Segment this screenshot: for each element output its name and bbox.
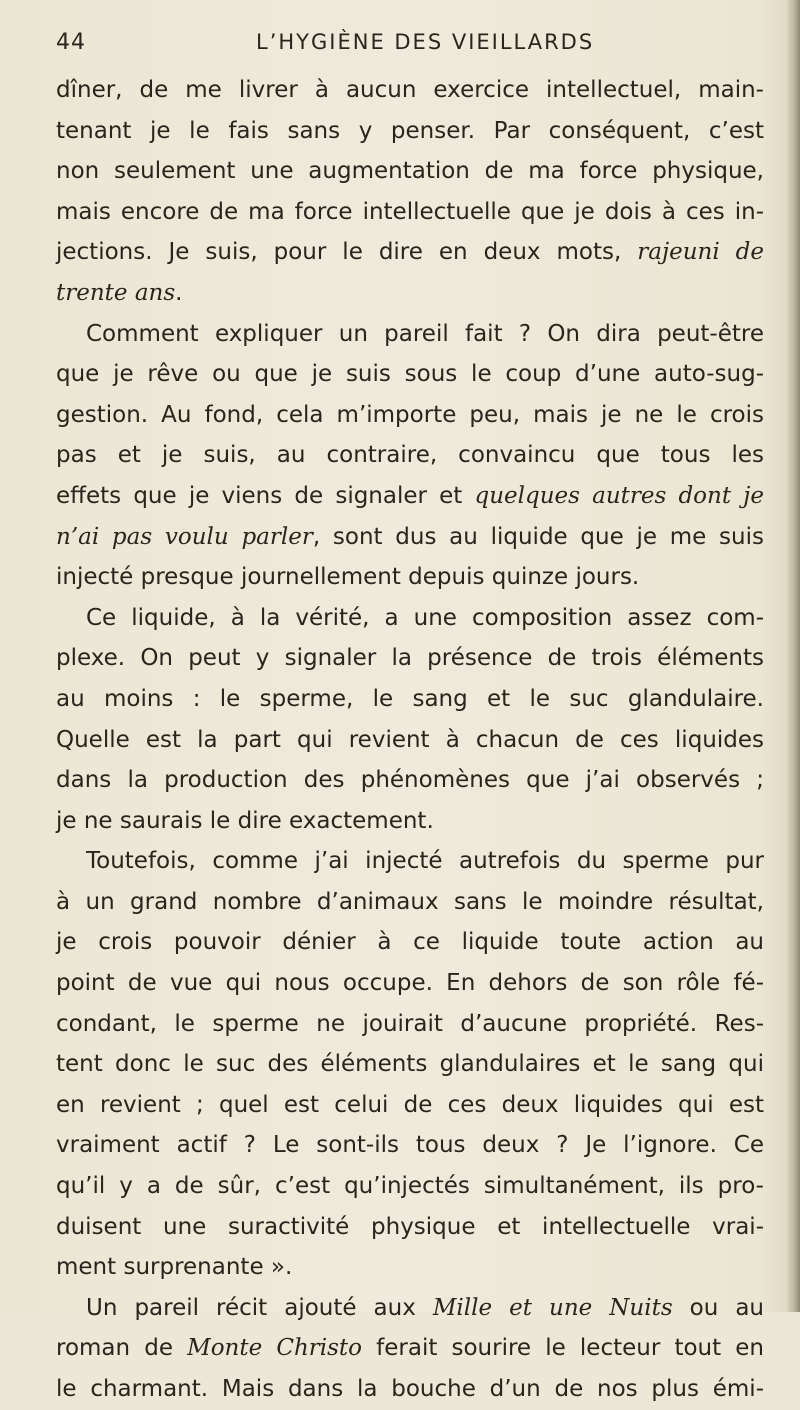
- line-text: plexe. On peut y signaler la présence de trois éléments: [56, 645, 764, 672]
- text-line: [56, 1328, 764, 1369]
- text-line: [56, 192, 764, 233]
- line-italic-text: n’ai pas voulu parler: [56, 523, 313, 550]
- line-text: au moins : le sperme, le sang et le suc glandulaire.: [56, 685, 764, 712]
- line-text: roman de: [56, 1335, 188, 1362]
- line-text: mais encore de ma force intellectuelle que je dois à ces in-: [56, 198, 764, 225]
- line-text: Quelle est la part qui revient à chacun de ces liquides: [56, 726, 764, 753]
- line-italic-text: trente ans: [56, 279, 176, 306]
- text-line: [56, 476, 764, 517]
- line-text: en revient ; quel est celui de ces deux liquides qui est: [56, 1091, 764, 1118]
- text-line: [56, 314, 764, 355]
- line-text: dîner, de me livrer à aucun exercice intellectuel, main-: [56, 77, 764, 103]
- text-line: [56, 435, 764, 476]
- line-text: Toutefois, comme j’ai injecté autrefois du sperme pur: [86, 848, 764, 875]
- line-text: vraiment actif ? Le sont-ils tous deux ? Je l’ignore. Ce: [56, 1132, 764, 1159]
- line-text: Ce liquide, à la vérité, a une composition assez com-: [86, 604, 764, 631]
- text-line: [56, 111, 764, 152]
- text-line: [56, 638, 764, 679]
- text-line: [56, 922, 764, 963]
- line-text: qu’il y a de sûr, c’est qu’injectés simultanément, ils pro-: [56, 1173, 764, 1200]
- line-text: à un grand nombre d’animaux sans le moindre résultat,: [56, 888, 764, 915]
- text-line: [56, 1247, 764, 1288]
- text-line: [56, 760, 764, 801]
- text-line: [56, 1207, 764, 1248]
- text-line: [56, 720, 764, 761]
- line-text: ment surprenante ».: [56, 1254, 293, 1281]
- text-line: [56, 882, 764, 923]
- text-line: [56, 70, 764, 111]
- line-text-after: .: [175, 279, 183, 306]
- line-text: duisent une suractivité physique et intellectuelle vrai-: [56, 1213, 764, 1240]
- line-text: gestion. Au fond, cela m’importe peu, mais je ne le crois: [56, 401, 764, 428]
- line-text: tenant je le fais sans y penser. Par conséquent, c’est: [56, 117, 764, 144]
- line-text: dans la production des phénomènes que j’ai observés ;: [56, 767, 764, 794]
- line-text: pas et je suis, au contraire, convaincu que tous les: [56, 442, 764, 469]
- text-line: [56, 517, 764, 558]
- text-line: [56, 598, 764, 639]
- running-title: L’HYGIÈNE DES VIEILLARDS: [256, 30, 595, 54]
- text-line: [56, 232, 764, 273]
- line-text: non seulement une augmentation de ma force physique,: [56, 158, 764, 185]
- line-text: injecté presque journellement depuis quinze jours.: [56, 564, 640, 591]
- line-text: le charmant. Mais dans la bouche d’un de nos plus émi-: [56, 1376, 764, 1402]
- text-line: [56, 801, 764, 842]
- text-line: [56, 679, 764, 720]
- text-line: [56, 1085, 764, 1126]
- text-line: [56, 273, 764, 314]
- text-line: [56, 1288, 764, 1329]
- text-line: [56, 1004, 764, 1045]
- text-line: [56, 1369, 764, 1410]
- line-text: point de vue qui nous occupe. En dehors de son rôle fé-: [56, 970, 764, 997]
- text-line: [56, 1166, 764, 1207]
- line-italic-text: Mille et une Nuits: [432, 1294, 673, 1321]
- text-line: [56, 557, 764, 598]
- line-text: je ne saurais le dire exactement.: [56, 807, 434, 834]
- text-line: [56, 1125, 764, 1166]
- line-text-after: ou au: [672, 1294, 765, 1321]
- page-header: [56, 30, 756, 62]
- line-italic-text: Monte Christo: [187, 1335, 363, 1362]
- line-text: jections. Je suis, pour le dire en deux mots,: [56, 239, 638, 266]
- line-text: que je rêve ou que je suis sous le coup d’une auto-sug-: [56, 361, 764, 388]
- page-number: 44: [56, 30, 86, 55]
- text-line: [56, 151, 764, 192]
- line-text-after: , sont dus au liquide que je me suis: [312, 523, 764, 550]
- text-line: [56, 395, 764, 436]
- line-text: tent donc le suc des éléments glandulaires et le sang qui: [56, 1051, 764, 1078]
- line-text: je crois pouvoir dénier à ce liquide toute action au: [56, 929, 764, 956]
- line-italic-text: quelques autres dont je: [474, 482, 764, 509]
- text-line: [56, 354, 764, 395]
- page-edge-shadow: [786, 0, 800, 1312]
- line-text: effets que je viens de signaler et: [56, 482, 475, 509]
- text-line: [56, 1044, 764, 1085]
- line-text: Comment expliquer un pareil fait ? On dira peut-être: [86, 320, 764, 347]
- text-line: [56, 841, 764, 882]
- text-line: [56, 963, 764, 1004]
- line-text: Un pareil récit ajouté aux: [86, 1294, 433, 1321]
- line-text: condant, le sperme ne jouirait d’aucune propriété. Res-: [56, 1010, 764, 1037]
- line-italic-text: rajeuni de: [637, 239, 765, 266]
- line-text-after: ferait sourire le lecteur tout en: [362, 1335, 764, 1362]
- body-text: [56, 70, 764, 1410]
